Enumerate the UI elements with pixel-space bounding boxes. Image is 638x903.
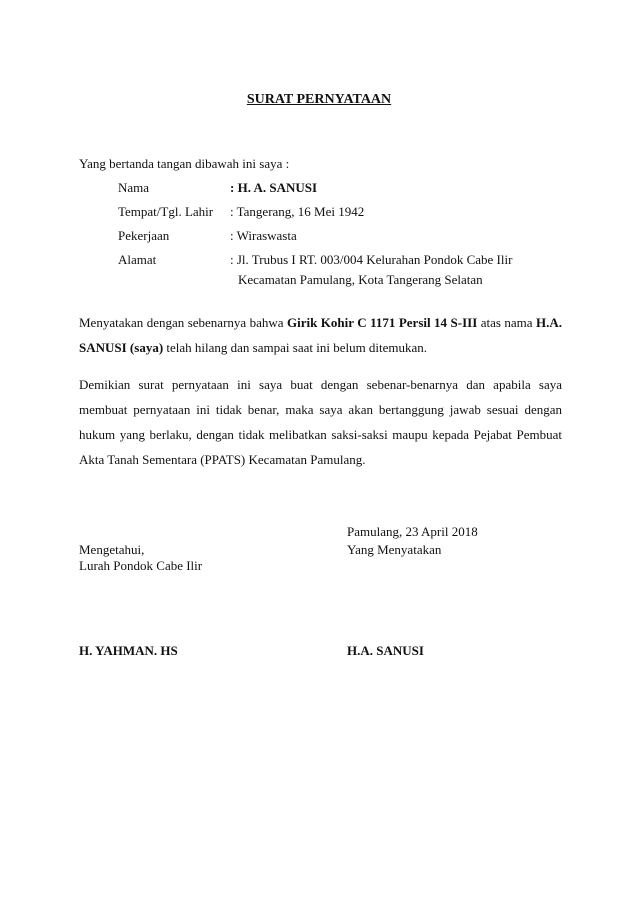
field-label-ttl: Tempat/Tgl. Lahir: [118, 204, 214, 219]
field-value-nama: : H. A. SANUSI: [230, 180, 318, 195]
field-value-ttl: : Tangerang, 16 Mei 1942: [230, 204, 365, 219]
lurah-name: H. YAHMAN. HS: [79, 643, 178, 658]
intro-text: Yang bertanda tangan dibawah ini saya :: [79, 156, 290, 171]
field-value-alamat: : Jl. Trubus I RT. 003/004 Kelurahan Pondok Cabe Ilir: [230, 252, 513, 267]
field-label-pekerjaan: Pekerjaan: [118, 228, 170, 243]
field-label-alamat: Alamat: [118, 252, 157, 267]
statement-paragraph: [79, 310, 562, 360]
field-label-nama: Nama: [118, 180, 150, 195]
lurah-title: Lurah Pondok Cabe Ilir: [79, 558, 203, 573]
declarant-name: H.A. SANUSI: [347, 643, 424, 658]
statement-prefix: Menyatakan dengan sebenarnya bahwa: [79, 315, 288, 330]
statement-suffix: telah hilang dan sampai saat ini belum ditemukan.: [163, 340, 428, 355]
acknowledged-label: Mengetahui,: [79, 542, 145, 557]
closing-paragraph: Demikian surat pernyataan ini saya buat dengan sebenar-benarnya dan apabila saya membuat pernyataan ini tidak benar, maka saya akan bertanggung jawab sesuai dengan hukum yang berlaku, dengan tidak melibatkan saksi-saksi maupu kepada Pejabat Pembuat Akta Tanah Sementara (PPATS) Kecamatan Pamulang.: [79, 377, 562, 467]
statement-owner: H.A. SANUSI (saya): [79, 315, 562, 355]
declarant-label: Yang Menyatakan: [347, 542, 442, 557]
place-date: Pamulang, 23 April 2018: [347, 524, 478, 539]
document-title: SURAT PERNYATAAN: [246, 92, 392, 107]
statement-girik: Girik Kohir C 1171 Persil 14 S-III: [287, 315, 478, 330]
statement-mid: atas nama: [477, 315, 536, 330]
field-value-alamat-line2: Kecamatan Pamulang, Kota Tangerang Selatan: [238, 272, 483, 287]
field-value-pekerjaan: : Wiraswasta: [230, 228, 297, 243]
